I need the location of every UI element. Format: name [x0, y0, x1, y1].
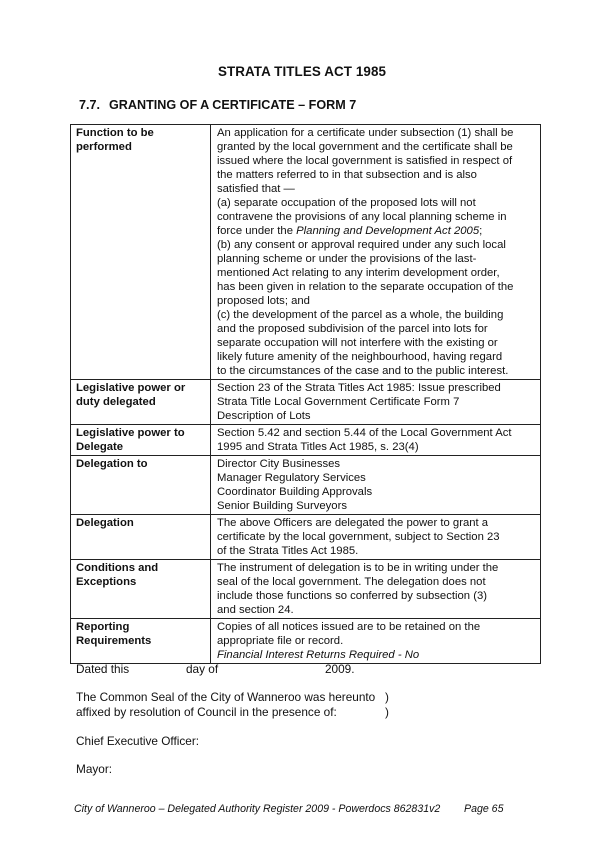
delegation-table: [70, 124, 541, 664]
section-heading: [79, 98, 356, 112]
planning-act-title: Planning and Development Act 2005: [296, 225, 480, 237]
planning-act-line: force under the Planning and Development Act 2005;: [217, 225, 483, 237]
page-number: Page 65: [464, 803, 504, 815]
label-function: Function to be performed: [71, 125, 211, 380]
document-title: STRATA TITLES ACT 1985: [217, 64, 387, 79]
value-power-delegated: Section 23 of the Strata Titles Act 1985: Issue prescribed Strata Title Local Government Certificate Form 7 Description of Lots: [211, 380, 541, 425]
ceo-label: Chief Executive Officer:: [76, 734, 200, 748]
label-conditions: Conditions and Exceptions: [71, 560, 211, 619]
label-reporting: Reporting Requirements: [71, 619, 211, 664]
row-conditions: [71, 560, 541, 619]
row-power-to-delegate: [71, 425, 541, 456]
label-delegation-to: Delegation to: [71, 456, 211, 515]
seal-bracket-1: ): [385, 690, 389, 704]
section-number: 7.7.: [79, 98, 101, 112]
seal-bracket-2: ): [385, 705, 389, 719]
row-delegation-to: [71, 456, 541, 515]
label-power-delegated: Legislative power or duty delegated: [71, 380, 211, 425]
value-power-to-delegate: Section 5.42 and section 5.44 of the Local Government Act 1995 and Strata Titles Act 1985, s. 23(4): [211, 425, 541, 456]
seal-line-2: affixed by resolution of Council in the presence of:: [76, 705, 337, 719]
label-power-to-delegate: Legislative power to Delegate: [71, 425, 211, 456]
value-conditions: The instrument of delegation is to be in writing under the seal of the local government. The delegation does not include those functions so conferred by subsection (3) and section 24.: [211, 560, 541, 619]
row-reporting: [71, 619, 541, 664]
section-title: GRANTING OF A CERTIFICATE – FORM 7: [109, 98, 357, 112]
financial-interest-note: Financial Interest Returns Required - No: [217, 649, 420, 661]
day-of-label: day of: [186, 662, 219, 676]
row-power-delegated: [71, 380, 541, 425]
mayor-label: Mayor:: [76, 762, 113, 776]
label-delegation: Delegation: [71, 515, 211, 560]
value-delegation-to: Director City Businesses Manager Regulatory Services Coordinator Building Approvals Senior Building Surveyors: [211, 456, 541, 515]
value-function: An application for a certificate under subsection (1) shall be granted by the local government and the certificate shall be issued where the local government is satisfied in respect of the matters referred to in that subsection and is also satisfied that — (a) separate occupation of the proposed lots will not contravene the provisions of any local planning scheme in force under the Planning and Development Act 2005; (b) any consent or approval required under any such local planning scheme or under the provisions of the last- mentioned Act relating to any interim development order, has been given in relation to the separate occupation of the proposed lots; and (c) the development of the parcel as a whole, the building and the proposed subdivision of the parcel into lots for separate occupation will not interfere with the existing or likely future amenity of the neighbourhood, having regard to the circumstances of the case and to the public interest.: [211, 125, 541, 380]
row-delegation: [71, 515, 541, 560]
year-label: 2009.: [325, 662, 355, 676]
dated-label: Dated this: [76, 662, 130, 676]
value-delegation: The above Officers are delegated the power to grant a certificate by the local government, subject to Section 23 of the Strata Titles Act 1985.: [211, 515, 541, 560]
row-function: [71, 125, 541, 380]
value-reporting: Copies of all notices issued are to be retained on the appropriate file or record. Financial Interest Returns Required - No: [211, 619, 541, 664]
footer-text: City of Wanneroo – Delegated Authority Register 2009 - Powerdocs 862831v2: [74, 803, 441, 815]
seal-line-1: The Common Seal of the City of Wanneroo was hereunto: [76, 690, 376, 704]
